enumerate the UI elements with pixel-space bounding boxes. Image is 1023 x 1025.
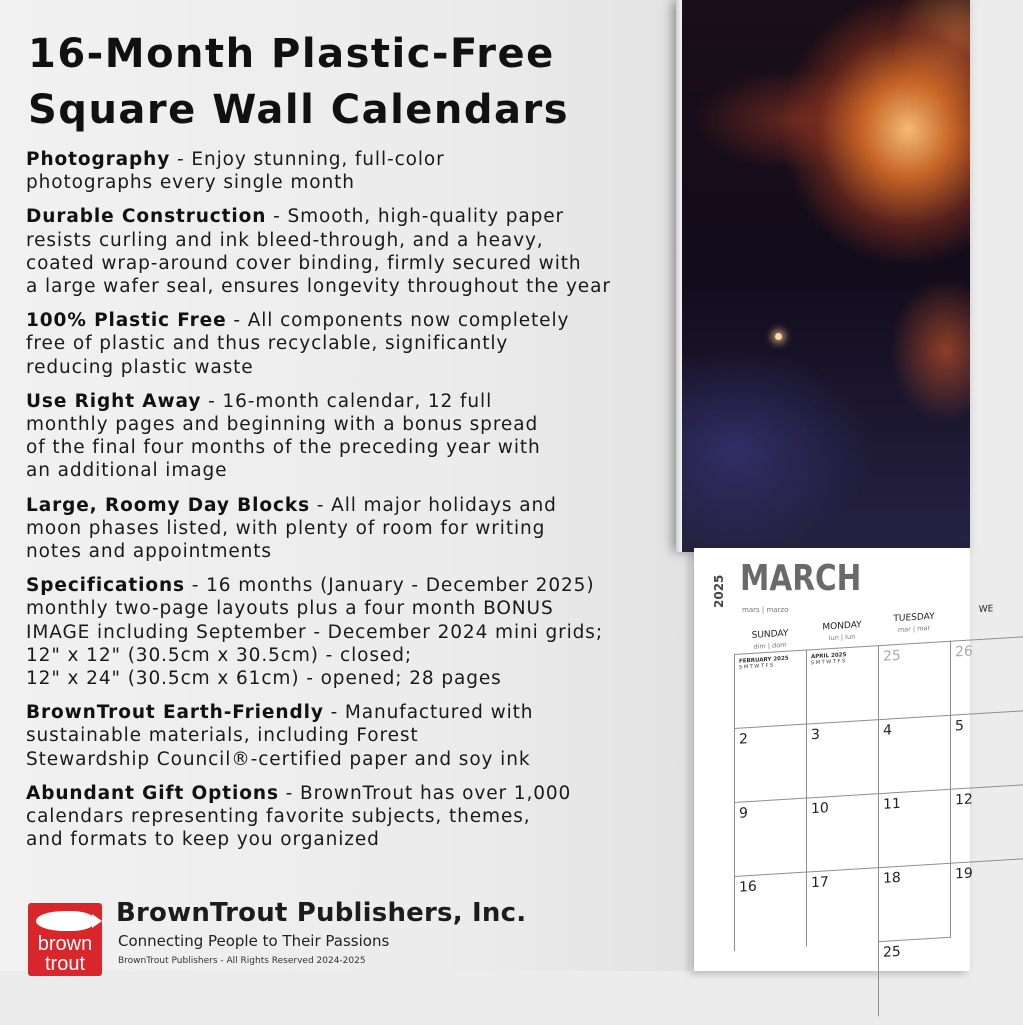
day-number: 9	[739, 805, 748, 822]
feature-line: reducing plastic waste	[26, 356, 254, 378]
day-number: 12	[955, 791, 973, 809]
feature-item	[26, 494, 686, 564]
day-header-wednesday	[950, 602, 1022, 616]
day-cell	[806, 793, 879, 872]
feature-line	[26, 148, 686, 171]
feature-line: resists curling and ink bleed-through, and a heavy,	[26, 229, 544, 251]
day-cell	[950, 636, 1023, 715]
browntrout-logo	[28, 903, 102, 976]
feature-line: sustainable materials, including Forest	[26, 725, 419, 747]
feature-description: - Enjoy stunning, full-color	[170, 149, 445, 170]
day-number: 3	[811, 726, 820, 744]
day-cell	[950, 858, 1023, 937]
day-number: 18	[883, 869, 901, 887]
mini-calendar-title: APRIL 2025	[811, 652, 847, 661]
publisher-fineprint: BrownTrout Publishers - All Rights Reserved 2024-2025	[118, 956, 366, 966]
day-header-sunday	[734, 628, 806, 652]
grid-month-subtitle: mars | marzo	[742, 606, 789, 614]
feature-description: - 16 months (January - December 2025)	[184, 575, 595, 597]
feature-description: - Smooth, high-quality paper	[266, 206, 565, 228]
feature-line: 12" x 24" (30.5cm x 61cm) - opened; 28 pages	[26, 668, 502, 690]
feature-title: BrownTrout Earth-Friendly	[26, 702, 324, 724]
day-cell	[806, 719, 879, 798]
publisher-tagline: Connecting People to Their Passions	[118, 932, 390, 950]
feature-list	[26, 148, 686, 862]
day-header-tuesday	[878, 611, 950, 635]
feature-line: monthly two-page layouts plus a four month BONUS	[26, 598, 554, 620]
feature-item	[26, 148, 686, 194]
feature-item	[26, 574, 686, 690]
feature-line: IMAGE including September - December 2024 mini grids;	[26, 621, 603, 643]
day-cell	[950, 710, 1023, 789]
feature-title: Specifications	[26, 575, 185, 597]
feature-line: notes and appointments	[26, 541, 272, 563]
feature-line: photographs every single month	[26, 172, 355, 194]
day-cell	[878, 789, 951, 868]
day-number: 19	[955, 865, 973, 883]
feature-title: Use Right Away	[26, 390, 202, 412]
feature-line	[26, 390, 686, 413]
feature-line: Stewardship Council®-certified paper and soy ink	[26, 748, 531, 770]
publisher-block	[28, 898, 688, 975]
star-highlight	[775, 333, 782, 340]
feature-description: - 16-month calendar, 12 full	[201, 390, 493, 412]
day-header-label: TUESDAY	[893, 611, 935, 625]
day-number: 17	[811, 874, 829, 892]
feature-item	[26, 782, 686, 852]
feature-title: Photography	[26, 149, 171, 170]
mini-calendar-february	[739, 656, 789, 671]
feature-item	[26, 701, 686, 771]
calendar-grid-page	[694, 548, 994, 971]
day-header-sublabel: lun | lun	[828, 632, 856, 643]
feature-title: 100% Plastic Free	[26, 310, 227, 332]
day-header-sublabel: mar | mar	[897, 624, 931, 634]
day-number: 25	[883, 943, 901, 961]
headline-line-2: Square Wall Calendars	[28, 87, 570, 133]
day-number: 10	[811, 800, 829, 818]
feature-line: free of plastic and thus recyclable, significantly	[26, 333, 509, 355]
day-cell	[878, 863, 951, 942]
feature-description: - BrownTrout has over 1,000	[278, 782, 572, 804]
feature-description: - All major holidays and	[310, 494, 557, 516]
day-cell	[806, 867, 879, 946]
headline-line-1: 16-Month Plastic-Free	[28, 31, 555, 77]
feature-item	[26, 390, 686, 483]
mini-calendar-april	[811, 652, 846, 666]
trout-icon	[36, 911, 94, 931]
feature-line: monthly pages and beginning with a bonus spread	[26, 414, 539, 436]
feature-title: Durable Construction	[26, 206, 267, 228]
feature-line: moon phases listed, with plenty of room for writing	[26, 517, 546, 539]
feature-line: and formats to keep you organized	[26, 829, 380, 851]
feature-line	[26, 782, 686, 805]
day-cell	[806, 645, 879, 724]
day-number: 2	[739, 731, 748, 748]
grid-month-title: MARCH	[740, 558, 862, 599]
calendar-page-edge	[676, 0, 682, 552]
logo-word-trout: trout	[44, 953, 86, 975]
feature-line: calendars representing favorite subjects, themes,	[26, 806, 531, 828]
headline	[28, 26, 569, 138]
day-cell	[878, 641, 951, 720]
feature-line	[26, 494, 686, 517]
day-cell	[734, 798, 807, 877]
publisher-name: BrownTrout Publishers, Inc.	[116, 898, 527, 928]
feature-line: 12" x 12" (30.5cm x 30.5cm) - closed;	[26, 644, 412, 666]
day-cell	[878, 937, 951, 1016]
mini-calendar-weekdays: S M T W T F S	[811, 658, 846, 667]
feature-item	[26, 205, 686, 298]
feature-title: Large, Roomy Day Blocks	[26, 494, 310, 516]
day-cell	[950, 784, 1023, 863]
day-cell	[878, 715, 951, 794]
feature-line	[26, 309, 686, 332]
feature-line	[26, 701, 686, 724]
day-cell	[734, 872, 807, 951]
feature-line: an additional image	[26, 460, 228, 482]
calendar-grid	[734, 602, 994, 978]
day-header-label: SUNDAY	[751, 628, 789, 641]
grid-year: 2025	[712, 574, 726, 608]
day-header-monday	[806, 619, 878, 643]
mini-calendar-weekdays: S M T W T F S	[739, 662, 774, 671]
calendar-cover-photo	[676, 0, 970, 552]
day-number: 11	[883, 795, 901, 813]
day-number: 4	[883, 722, 892, 739]
day-cell	[734, 650, 807, 729]
feature-line	[26, 574, 686, 597]
logo-word-brown: brown	[37, 933, 93, 955]
day-cell	[734, 724, 807, 803]
feature-description: - All components now completely	[226, 310, 570, 332]
feature-title: Abundant Gift Options	[26, 782, 279, 804]
day-header-sublabel: dim | dom	[753, 640, 787, 651]
day-header-label: WE	[978, 604, 994, 616]
day-header-label: MONDAY	[822, 620, 862, 633]
day-number: 5	[955, 717, 964, 735]
feature-item	[26, 309, 686, 379]
feature-description: - Manufactured with	[323, 702, 534, 724]
feature-line: of the final four months of the preceding year with	[26, 437, 541, 459]
day-number: 26	[955, 643, 973, 661]
feature-line: a large wafer seal, ensures longevity throughout the year	[26, 276, 611, 298]
mini-calendar-title: FEBRUARY 2025	[739, 655, 789, 665]
feature-line	[26, 205, 686, 228]
feature-line: coated wrap-around cover binding, firmly secured with	[26, 252, 582, 274]
day-number: 25	[883, 647, 901, 665]
day-number: 16	[739, 878, 757, 896]
